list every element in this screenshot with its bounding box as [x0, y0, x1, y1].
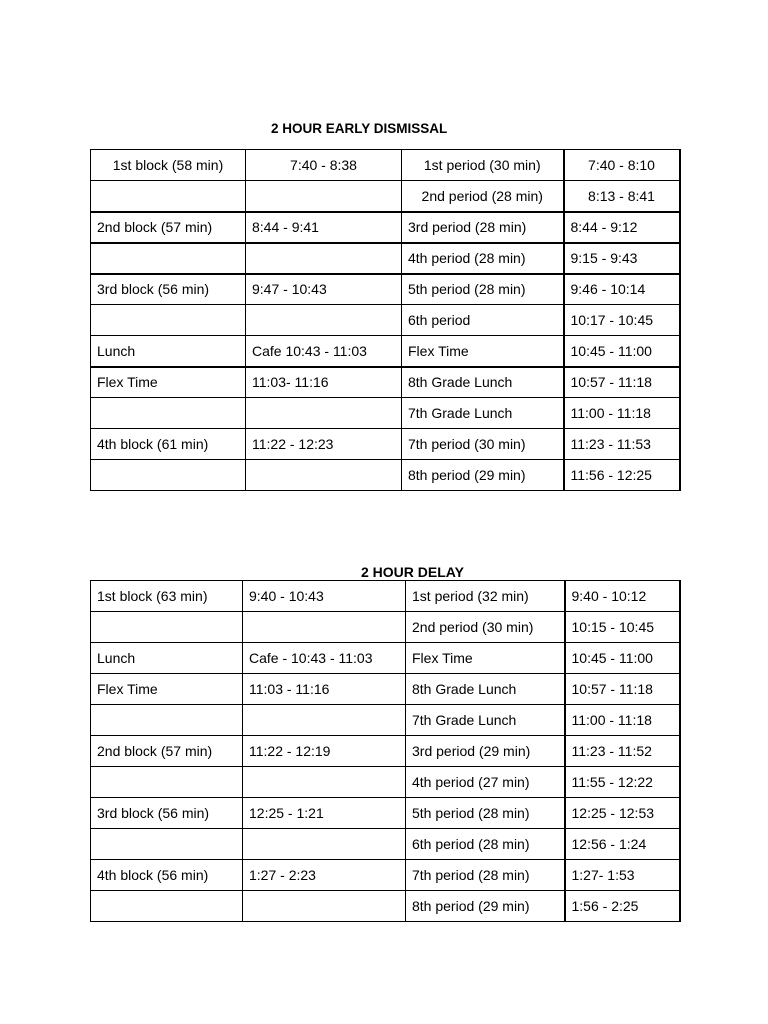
block-time-cell: 12:25 - 1:21 [243, 798, 406, 829]
block-time-cell [246, 398, 402, 429]
block-time-cell [243, 891, 406, 922]
period-time-cell: 11:23 - 11:52 [565, 736, 680, 767]
period-cell: Flex Time [406, 643, 565, 674]
period-cell: 7th Grade Lunch [406, 705, 565, 736]
period-cell: 8th period (29 min) [402, 460, 564, 491]
period-time-cell: 11:56 - 12:25 [564, 460, 680, 491]
period-cell: 1st period (32 min) [406, 581, 565, 612]
period-cell: 6th period (28 min) [406, 829, 565, 860]
table-row [91, 429, 680, 460]
block-cell: 3rd block (56 min) [91, 274, 246, 305]
table-row [91, 674, 680, 705]
period-cell: 8th Grade Lunch [406, 674, 565, 705]
table-row [91, 336, 680, 367]
period-cell: 2nd period (30 min) [406, 612, 565, 643]
early-dismissal-table [90, 149, 681, 491]
period-time-cell: 7:40 - 8:10 [564, 150, 680, 181]
table-row [91, 767, 680, 798]
period-cell: 8th period (29 min) [406, 891, 565, 922]
period-time-cell: 12:56 - 1:24 [565, 829, 680, 860]
block-cell [91, 181, 246, 212]
period-time-cell: 10:57 - 11:18 [565, 674, 680, 705]
block-time-cell: 11:03 - 11:16 [243, 674, 406, 705]
block-cell [91, 705, 243, 736]
period-cell: 7th Grade Lunch [402, 398, 564, 429]
period-time-cell: 11:23 - 11:53 [564, 429, 680, 460]
block-time-cell [243, 705, 406, 736]
period-cell: 3rd period (28 min) [402, 212, 564, 243]
block-cell: 2nd block (57 min) [91, 212, 246, 243]
period-cell: 5th period (28 min) [406, 798, 565, 829]
block-time-cell: Cafe - 10:43 - 11:03 [243, 643, 406, 674]
block-time-cell: 9:40 - 10:43 [243, 581, 406, 612]
block-time-cell [246, 305, 402, 336]
table-row [91, 212, 680, 243]
block-time-cell: 11:22 - 12:19 [243, 736, 406, 767]
block-time-cell: 1:27 - 2:23 [243, 860, 406, 891]
block-cell [91, 305, 246, 336]
table-row [91, 274, 680, 305]
block-cell [91, 243, 246, 274]
block-cell: 1st block (58 min) [91, 150, 246, 181]
block-time-cell: Cafe 10:43 - 11:03 [246, 336, 402, 367]
period-time-cell: 11:00 - 11:18 [564, 398, 680, 429]
block-time-cell [243, 612, 406, 643]
period-time-cell: 1:56 - 2:25 [565, 891, 680, 922]
table-row [91, 736, 680, 767]
delay-table [90, 580, 681, 922]
table-row [91, 891, 680, 922]
block-cell: Lunch [91, 643, 243, 674]
delay-title: 2 HOUR DELAY [361, 564, 464, 580]
block-time-cell [246, 181, 402, 212]
table-row [91, 460, 680, 491]
block-cell: 3rd block (56 min) [91, 798, 243, 829]
block-cell [91, 612, 243, 643]
block-time-cell: 11:03- 11:16 [246, 367, 402, 398]
table-row [91, 150, 680, 181]
period-time-cell: 11:00 - 11:18 [565, 705, 680, 736]
block-time-cell [246, 460, 402, 491]
period-time-cell: 10:17 - 10:45 [564, 305, 680, 336]
period-cell: 4th period (28 min) [402, 243, 564, 274]
period-time-cell: 9:40 - 10:12 [565, 581, 680, 612]
period-cell: 7th period (28 min) [406, 860, 565, 891]
period-time-cell: 10:45 - 11:00 [564, 336, 680, 367]
period-cell: Flex Time [402, 336, 564, 367]
table-row [91, 367, 680, 398]
table-row [91, 829, 680, 860]
early-dismissal-title: 2 HOUR EARLY DISMISSAL [271, 121, 448, 136]
period-time-cell: 12:25 - 12:53 [565, 798, 680, 829]
table-row [91, 398, 680, 429]
table-row [91, 612, 680, 643]
block-cell: 4th block (56 min) [91, 860, 243, 891]
block-time-cell: 9:47 - 10:43 [246, 274, 402, 305]
period-cell: 8th Grade Lunch [402, 367, 564, 398]
period-time-cell: 10:45 - 11:00 [565, 643, 680, 674]
period-time-cell: 1:27- 1:53 [565, 860, 680, 891]
block-time-cell [243, 767, 406, 798]
table-row [91, 643, 680, 674]
period-time-cell: 9:15 - 9:43 [564, 243, 680, 274]
period-time-cell: 10:57 - 11:18 [564, 367, 680, 398]
block-cell: 1st block (63 min) [91, 581, 243, 612]
block-cell [91, 767, 243, 798]
period-cell: 2nd period (28 min) [402, 181, 564, 212]
table-row [91, 798, 680, 829]
block-cell: Flex Time [91, 674, 243, 705]
period-cell: 1st period (30 min) [402, 150, 564, 181]
period-time-cell: 11:55 - 12:22 [565, 767, 680, 798]
period-time-cell: 10:15 - 10:45 [565, 612, 680, 643]
period-cell: 6th period [402, 305, 564, 336]
block-cell: 2nd block (57 min) [91, 736, 243, 767]
block-time-cell [243, 829, 406, 860]
block-cell: Lunch [91, 336, 246, 367]
block-cell [91, 460, 246, 491]
table-row [91, 305, 680, 336]
period-time-cell: 9:46 - 10:14 [564, 274, 680, 305]
period-cell: 5th period (28 min) [402, 274, 564, 305]
block-cell [91, 398, 246, 429]
block-time-cell: 8:44 - 9:41 [246, 212, 402, 243]
period-cell: 4th period (27 min) [406, 767, 565, 798]
table-row [91, 581, 680, 612]
block-cell: Flex Time [91, 367, 246, 398]
table-row [91, 860, 680, 891]
block-time-cell [246, 243, 402, 274]
block-cell [91, 829, 243, 860]
block-time-cell: 7:40 - 8:38 [246, 150, 402, 181]
table-row [91, 705, 680, 736]
period-cell: 3rd period (29 min) [406, 736, 565, 767]
period-time-cell: 8:44 - 9:12 [564, 212, 680, 243]
block-time-cell: 11:22 - 12:23 [246, 429, 402, 460]
period-cell: 7th period (30 min) [402, 429, 564, 460]
block-cell [91, 891, 243, 922]
table-row [91, 243, 680, 274]
table-row [91, 181, 680, 212]
block-cell: 4th block (61 min) [91, 429, 246, 460]
period-time-cell: 8:13 - 8:41 [564, 181, 680, 212]
